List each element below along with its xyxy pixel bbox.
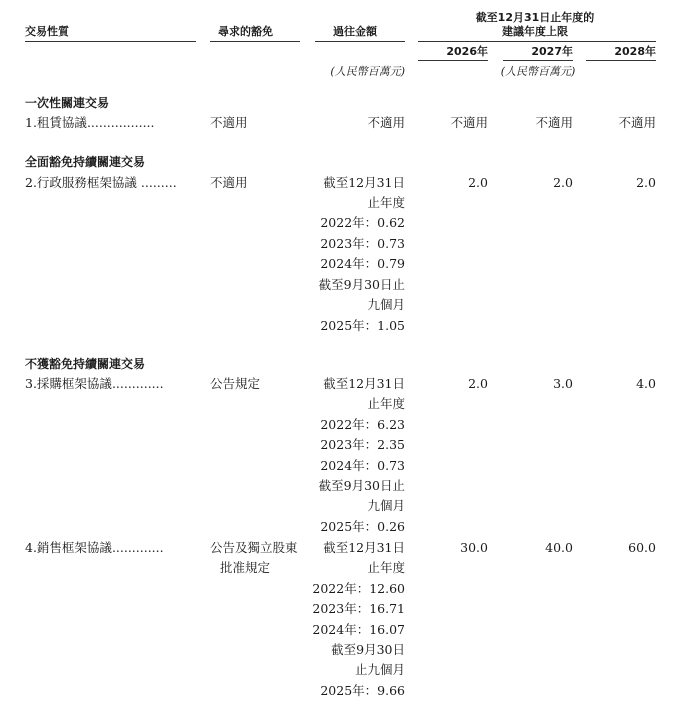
row-historical-line: 截至12月31日 [323,540,405,555]
row-historical-line: 2025年：1.05 [320,318,405,333]
header-rule-historical [315,41,405,42]
row-historical-line: 2022年：6.23 [320,417,405,432]
row-cap-2027: 3.0 [553,376,573,391]
header-rule-exemption [210,41,300,42]
row-exemption: 不適用 [210,175,248,190]
row-historical-line: 止年度 [367,195,405,210]
row-cap-2026: 不適用 [450,115,488,130]
row-cap-2027: 2.0 [553,175,573,190]
row-cap-2026: 30.0 [460,540,488,555]
header-nature: 交易性質 [25,25,69,38]
section-title-non-exempt: 不獲豁免持續關連交易 [25,357,146,371]
year-rule-2026 [418,60,488,61]
row-historical-line: 截至9月30日止 [318,277,405,292]
header-exemption: 尋求的豁免 [218,25,273,38]
section-title-fully-exempt: 全面豁免持續關連交易 [25,155,146,169]
row-cap-2026: 2.0 [468,376,488,391]
row-cap-2028: 4.0 [636,376,656,391]
row-cap-2028: 60.0 [628,540,656,555]
row-historical-line: 止九個月 [354,662,405,677]
row-historical-line: 2023年：0.73 [320,236,405,251]
row-exemption: 批准規定 [220,560,271,575]
row-cap-2026: 2.0 [468,175,488,190]
row-name: 1.租賃協議................. [25,115,155,130]
row-exemption: 不適用 [210,115,248,130]
row-cap-2027: 40.0 [545,540,573,555]
section-title-one-off: 一次性關連交易 [25,96,110,110]
row-name: 3.採購框架協議............. [25,376,164,391]
row-historical-line: 止年度 [367,396,405,411]
row-exemption: 公告規定 [210,376,261,391]
row-historical-line: 2022年：0.62 [320,215,405,230]
row-exemption: 公告及獨立股東 [210,540,298,555]
unit-historical: (人民幣百萬元) [330,65,405,78]
row-cap-2028: 2.0 [636,175,656,190]
row-historical-line: 2022年：12.60 [312,581,405,596]
row-historical-line: 截至12月31日 [323,175,405,190]
header-historical: 過往金額 [333,25,377,38]
year-2028: 2028年 [614,45,656,58]
header-caps-line2: 建議年度上限 [502,25,568,38]
row-historical-line: 截至12月31日 [323,376,405,391]
row-historical: 不適用 [367,115,405,130]
row-cap-2027: 不適用 [535,115,573,130]
row-historical-line: 截至9月30日止 [318,478,405,493]
row-historical-line: 九個月 [367,297,405,312]
unit-caps: (人民幣百萬元) [500,65,576,78]
year-rule-2028 [586,60,656,61]
row-historical-line: 止年度 [367,560,405,575]
row-historical-line: 2024年：0.73 [320,458,405,473]
row-historical-line: 2023年：16.71 [312,601,405,616]
year-2026: 2026年 [446,45,488,58]
header-caps-line1: 截至12月31日止年度的 [475,11,595,24]
row-historical-line: 2024年：16.07 [312,622,405,637]
row-historical-line: 2023年：2.35 [320,437,405,452]
row-historical-line: 截至9月30日 [331,642,405,657]
row-historical-line: 2024年：0.79 [320,256,405,271]
year-2027: 2027年 [531,45,573,58]
row-historical-line: 2025年：0.26 [320,519,405,534]
header-rule-nature [25,41,196,42]
year-rule-2027 [503,60,573,61]
row-cap-2028: 不適用 [618,115,656,130]
row-historical-line: 2025年：9.66 [320,683,405,698]
row-name: 2.行政服務框架協議 ......... [25,175,177,190]
row-historical-line: 九個月 [367,498,405,513]
header-rule-caps [418,41,656,42]
row-name: 4.銷售框架協議............. [25,540,164,555]
